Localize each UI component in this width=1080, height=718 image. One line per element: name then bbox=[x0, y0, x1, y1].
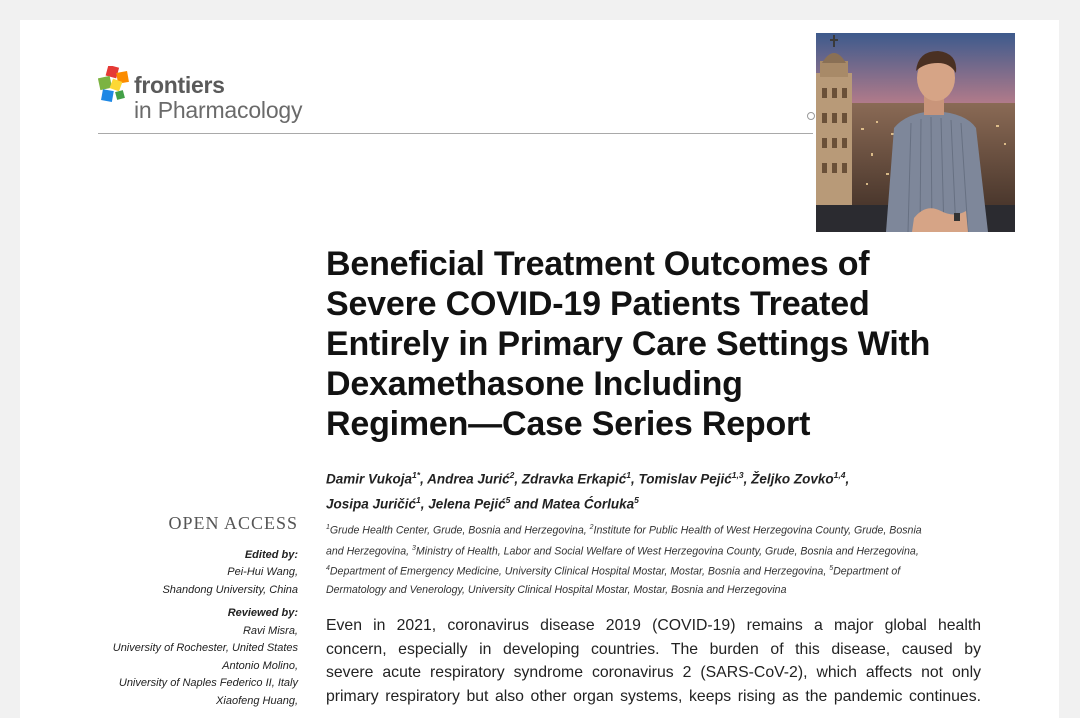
affiliation-text: Department of Emergency Medicine, University Clinical Hospital Mostar, Mostar, Bosnia and Herzegovina, bbox=[329, 565, 830, 578]
header-divider bbox=[98, 133, 813, 134]
author-name[interactable]: Damir Vukoja bbox=[326, 471, 413, 487]
author-line: Josipa Juričić$^1$, Jelena Pejić$^5$ and Matea Ćorluka$^5$ bbox=[326, 494, 639, 511]
title-line: Beneficial Treatment Outcomes of bbox=[326, 245, 870, 283]
affil-num: 5 bbox=[829, 565, 834, 573]
author-affil-ref: 1* bbox=[412, 470, 421, 480]
journal-brand: frontiers bbox=[134, 72, 225, 98]
title-line: Entirely in Primary Care Settings With bbox=[326, 325, 931, 363]
journal-section: in Pharmacology bbox=[134, 97, 303, 123]
body-line: concern, especially in developing countries. The burden of this disease, caused by bbox=[326, 640, 981, 658]
author-affil-ref: 1,3 bbox=[731, 470, 744, 480]
editor-affiliation: Shandong University, China bbox=[162, 583, 298, 596]
author-name[interactable]: Matea Ćorluka bbox=[541, 496, 635, 511]
author-affil-ref: 1 bbox=[416, 494, 421, 505]
affil-num: 4 bbox=[326, 565, 330, 573]
author-affil-ref: 5 bbox=[634, 494, 639, 505]
affiliation-text: and Herzegovina, bbox=[326, 545, 412, 558]
affil-num: 1 bbox=[326, 524, 330, 531]
author-conjunction: and bbox=[514, 496, 539, 511]
author-list bbox=[326, 465, 1026, 514]
author-name[interactable]: Jelena Pejić bbox=[428, 496, 506, 511]
affiliation-line bbox=[326, 560, 986, 581]
author-name[interactable]: Tomislav Pejić bbox=[638, 471, 732, 487]
author-name[interactable]: Josipa Juričić bbox=[326, 496, 417, 511]
body-line: Even in 2021, coronavirus disease 2019 (COVID-19) remains a major global health bbox=[326, 617, 981, 634]
open-access-label: OPEN ACCESS bbox=[168, 513, 298, 533]
affiliation-line bbox=[326, 540, 986, 561]
affiliation-line: Dermatology and Venerology, University Clinical Hospital Mostar, Mostar, Bosnia and Herzegovina bbox=[326, 583, 787, 596]
author-affil-ref: 2 bbox=[509, 470, 515, 480]
author-name[interactable]: Zdravka Erkapić bbox=[521, 471, 627, 487]
reviewer-line: Xiaofeng Huang, bbox=[216, 694, 298, 707]
affil-num: 3 bbox=[411, 544, 416, 552]
abstract-body bbox=[326, 614, 981, 708]
edited-by-label: Edited by: bbox=[244, 548, 298, 561]
divider-end-mark bbox=[807, 112, 815, 120]
author-name[interactable]: Željko Zovko bbox=[751, 471, 834, 487]
reviewer-line: Ravi Misra, bbox=[242, 624, 298, 637]
article-title bbox=[326, 244, 1016, 444]
author-affil-ref: 5 bbox=[505, 494, 511, 505]
body-line: primary respiratory but also other organ systems, keeps rising as the pandemic continues. bbox=[326, 687, 981, 705]
affiliation-text: Ministry of Health, Labor and Social Welfare of West Herzegovina County, Grude, Bosnia and Herzegovina, bbox=[415, 545, 919, 558]
paper-page bbox=[20, 20, 1059, 718]
reviewer-line: University of Naples Federico II, Italy bbox=[118, 677, 298, 689]
body-line: severe acute respiratory syndrome coronavirus 2 (SARS-CoV-2), which affects not only bbox=[326, 664, 981, 681]
affiliation-text: Department of bbox=[833, 565, 901, 578]
affiliation-text: Grude Health Center, Grude, Bosnia and Herzegovina, bbox=[329, 524, 590, 537]
frontiers-logo-icon bbox=[98, 66, 132, 104]
affiliation-text: Institute for Public Health of West Herzegovina County, Grude, Bosnia bbox=[593, 524, 922, 537]
reviewer-line: Antonio Molino, bbox=[222, 659, 298, 672]
affiliations bbox=[326, 519, 986, 599]
author-affil-ref: 1,4 bbox=[833, 470, 846, 480]
title-line: Severe COVID-19 Patients Treated bbox=[326, 285, 870, 323]
author-affil-ref: 1 bbox=[626, 470, 631, 480]
affil-num: 2 bbox=[589, 524, 594, 531]
editor-name: Pei-Hui Wang, bbox=[227, 566, 298, 578]
title-line: Dexamethasone Including bbox=[326, 365, 743, 403]
title-line: Regimen—Case Series Report bbox=[326, 405, 811, 443]
reviewed-by-label: Reviewed by: bbox=[227, 607, 298, 619]
affiliation-line bbox=[326, 519, 986, 540]
author-line: Damir Vukoja$^{1*}$, Andrea Jurić$^2$, Zdravka Erkapić$^1$, Tomislav Pejić$^{1,3}$, Željko Zovko$^{1,4}$, bbox=[326, 470, 850, 487]
portrait-photo bbox=[816, 33, 1015, 232]
reviewer-line: University of Rochester, United States bbox=[112, 642, 298, 654]
author-name[interactable]: Andrea Jurić bbox=[427, 471, 510, 487]
article-sidebar bbox=[80, 515, 298, 710]
